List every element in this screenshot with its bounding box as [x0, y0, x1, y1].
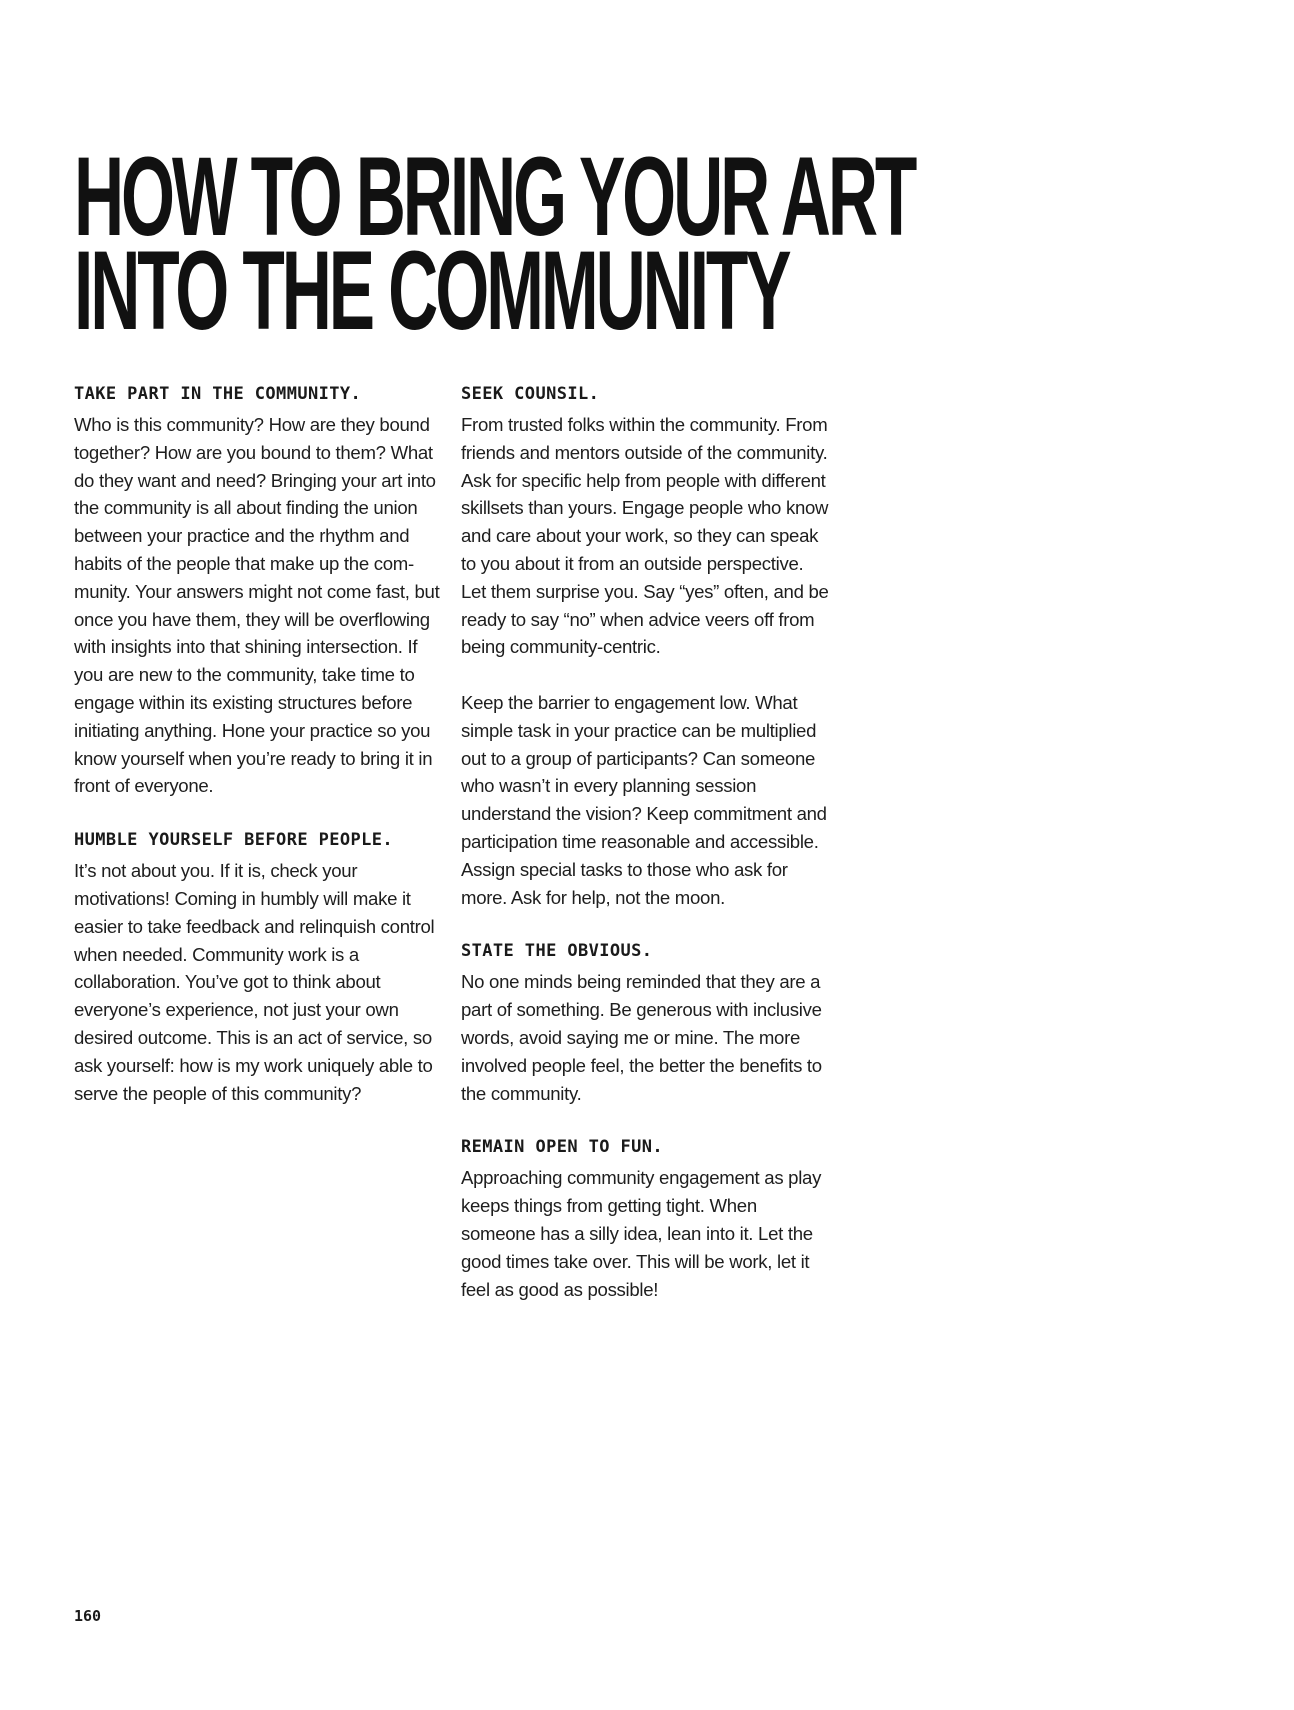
section-heading: STATE THE OBVIOUS. [461, 941, 653, 962]
section-seek-counsil [461, 382, 831, 911]
section-remain-open-to-fun [461, 1135, 831, 1303]
section-heading: SEEK COUNSIL. [461, 384, 600, 404]
section-humble-yourself [74, 828, 444, 1107]
page-title [74, 134, 915, 353]
section-paragraph: No one minds being reminded that they are a part of something. Be generous with inclusive words, avoid saying me or mine. The more involved people feel, the better the benefits to the community. [461, 971, 822, 1104]
section-paragraph: Who is this community? How are they bound together? How are you bound to them? What do they want and need? Bringing your art into the community is all about finding the union between your practice and the rhythm and habits of the people that make up the com-munity. Your answers might not come fast, but once you have them, they will be overflowing with insights into that shining intersection. If you are new to the community, take time to engage within its existing structures before initiating anything. Hone your practice so you know yourself when you’re ready to bring it in front of everyone. [74, 414, 440, 797]
section-paragraph: Keep the barrier to engagement low. What simple task in your practice can be multiplied out to a group of participants? Can someone who wasn’t in every planning session understand the vision? Keep commitment and participation time reasonable and accessible. Assign special tasks to those who ask for more. Ask for help, not the moon. [461, 691, 827, 908]
page-title-line-1: HOW TO BRING YOUR ART [74, 134, 915, 259]
left-column [74, 382, 444, 1135]
page-title-line-2: INTO THE COMMUNITY [74, 228, 789, 353]
right-column [461, 382, 831, 1331]
section-heading: TAKE PART IN THE COMMUNITY. [74, 384, 362, 404]
page-number: 160 [74, 1607, 102, 1625]
section-state-the-obvious [461, 939, 831, 1107]
section-paragraph: From trusted folks within the community. From friends and mentors outside of the community. Ask for specific help from people with different skillsets than yours. Engage people who know and care about your work, so they can speak to you about it from an outside perspective. Let them surprise you. Say “yes” often, and be ready to say “no” when advice veers off from being community-centric. [461, 414, 829, 658]
section-take-part [74, 382, 444, 800]
section-heading: REMAIN OPEN TO FUN. [461, 1137, 664, 1158]
section-paragraph: Approaching community engagement as play keeps things from getting tight. When someone has a silly idea, lean into it. Let the good times take over. This will be work, let it feel as good as possible! [461, 1167, 822, 1300]
section-paragraph: It’s not about you. If it is, check your motivations! Coming in humbly will make it easier to take feedback and relinquish control when needed. Community work is a collaboration. You’ve got to think about everyone’s experience, not just your own desired outcome. This is an act of service, so ask yourself: how is my work uniquely able to serve the people of this community? [74, 860, 435, 1104]
section-heading: HUMBLE YOURSELF BEFORE PEOPLE. [74, 830, 394, 851]
